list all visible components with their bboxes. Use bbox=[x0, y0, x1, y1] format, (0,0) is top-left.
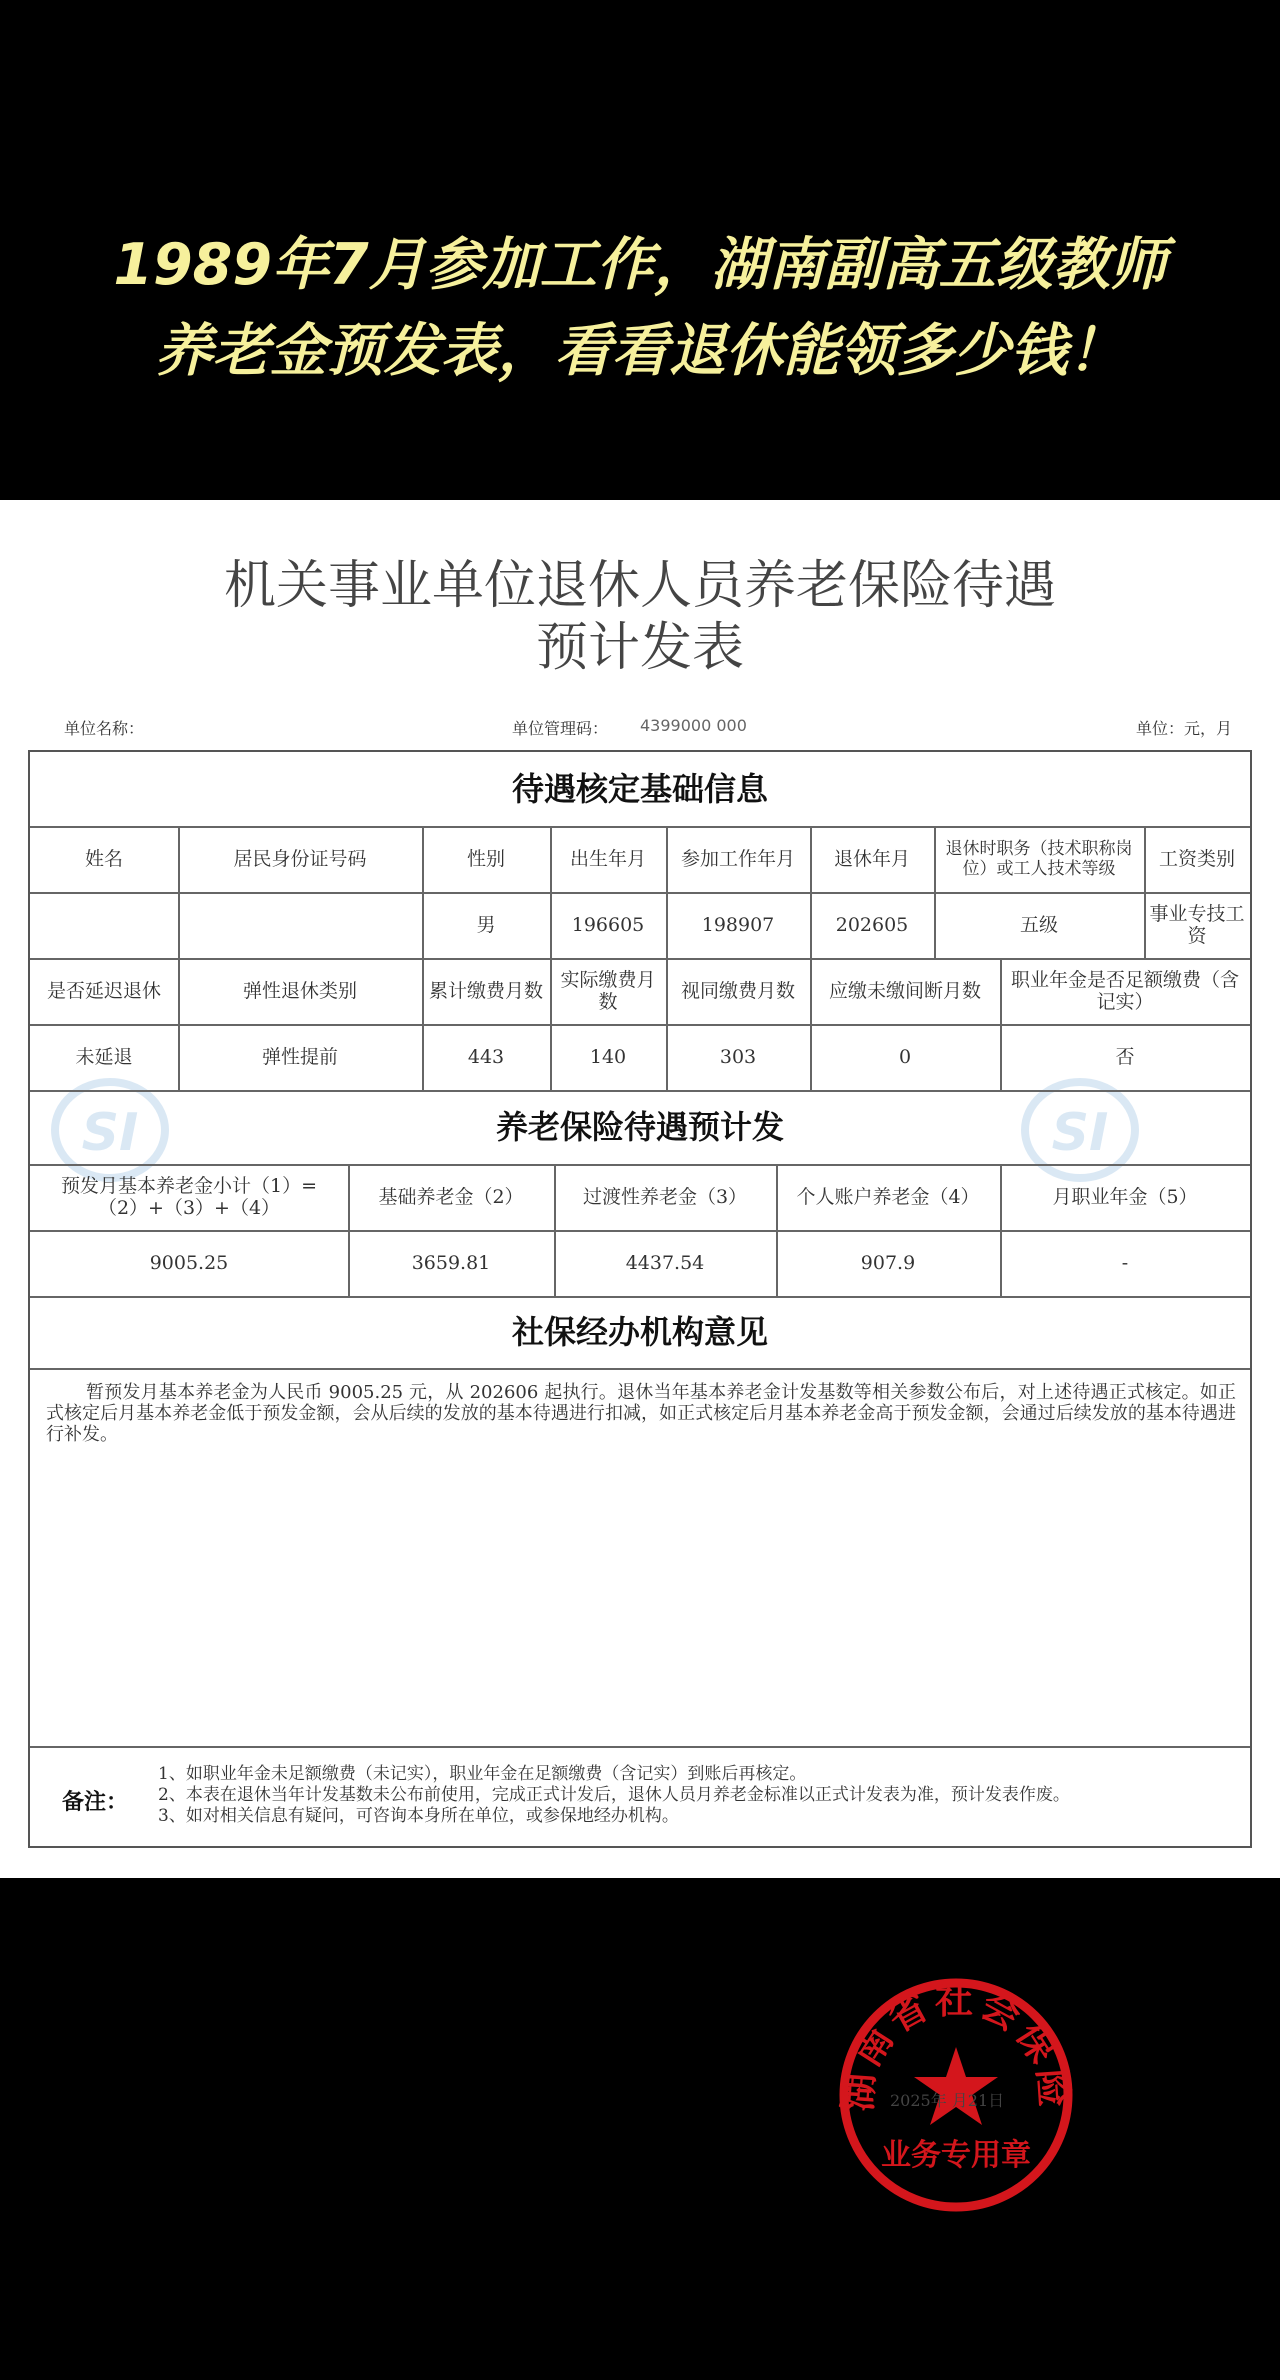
unit-code-value: 4399000 000 bbox=[640, 716, 747, 735]
value-work-start: 198907 bbox=[701, 914, 775, 936]
note-item: 1、如职业年金未足额缴费（未记实），职业年金在足额缴费（含记实）到账后再核定。 bbox=[158, 1764, 807, 1784]
header-retire-date: 退休年月 bbox=[833, 848, 910, 870]
header-name: 姓名 bbox=[84, 848, 123, 870]
value-monthly-annuity: - bbox=[1121, 1252, 1129, 1274]
currency-unit-label: 单位：元，月 bbox=[1136, 719, 1233, 738]
header-unpaid-months: 应缴未缴间断月数 bbox=[828, 980, 981, 1002]
value-name bbox=[30, 892, 178, 958]
document-title-line-2: 预计发表 bbox=[535, 618, 744, 678]
header-gender: 性别 bbox=[466, 848, 505, 870]
header-work-start: 参加工作年月 bbox=[680, 848, 795, 870]
value-delayed-retirement: 未延退 bbox=[75, 1046, 133, 1068]
value-salary-type: 事业专技工资 bbox=[1149, 903, 1245, 947]
header-actual-months: 实际缴费月数 bbox=[560, 969, 656, 1013]
value-monthly-pension-subtotal: 9005.25 bbox=[149, 1252, 229, 1274]
unit-code-label: 单位管理码： bbox=[512, 719, 609, 738]
section-pension-estimate-title: 养老保险待遇预计发 bbox=[495, 1108, 784, 1146]
form-table bbox=[28, 750, 1252, 1848]
value-birth-date: 196605 bbox=[571, 914, 645, 936]
document-paper bbox=[0, 500, 1280, 2173]
header-total-months: 累计缴费月数 bbox=[428, 980, 543, 1002]
value-transitional-pension: 4437.54 bbox=[625, 1252, 705, 1274]
value-gender: 男 bbox=[476, 914, 496, 936]
document-title bbox=[0, 555, 1280, 679]
value-retire-position: 五级 bbox=[1019, 914, 1058, 936]
header-deemed-months: 视同缴费月数 bbox=[680, 980, 795, 1002]
header-birth-date: 出生年月 bbox=[569, 848, 646, 870]
header-personal-account-pension: 个人账户养老金（4） bbox=[796, 1186, 980, 1208]
value-retire-date: 202605 bbox=[835, 914, 909, 936]
header-flexible-type: 弹性退休类别 bbox=[242, 980, 357, 1002]
note-item: 2、本表在退休当年计发基数未公布前使用，完成正式计发后，退休人员月养老金标准以正式计发表为准，预计发表作废。 bbox=[158, 1785, 1070, 1805]
agency-opinion-text: 暂预发月基本养老金为人民币 9005.25 元，从 202606 起执行。退休当年基本养老金计发基数等相关参数公布后，对上述待遇正式核定。如正式核定后月基本养老金低于预发金额，会从后续的发放的基本待遇进行扣减，如正式核定后月基本养老金高于预发金额，会通过后续发放的基本待遇进行补发。 bbox=[46, 1382, 1236, 1445]
value-unpaid-months: 0 bbox=[898, 1046, 912, 1068]
note-item: 3、如对相关信息有疑问，可咨询本身所在单位，或参保地经办机构。 bbox=[158, 1806, 679, 1826]
header-retire-position: 退休时职务（技术职称岗位）或工人技术等级 bbox=[945, 839, 1133, 879]
headline-line-1: 1989年7月参加工作，湖南副高五级教师 bbox=[113, 232, 1167, 298]
notes-label: 备注： bbox=[62, 1790, 129, 1815]
value-deemed-months: 303 bbox=[719, 1046, 757, 1068]
value-flexible-type: 弹性提前 bbox=[261, 1046, 338, 1068]
document-title-line-1: 机关事业单位退休人员养老保险待遇 bbox=[223, 556, 1056, 616]
svg-text:业务专用章: 业务专用章 bbox=[881, 2138, 1031, 2173]
header-monthly-annuity: 月职业年金（5） bbox=[1052, 1186, 1198, 1208]
value-personal-account-pension: 907.9 bbox=[860, 1252, 916, 1274]
header-basic-pension: 基础养老金（2） bbox=[378, 1186, 524, 1208]
svg-text:湖南省社会保险: 湖南省社会保险 bbox=[836, 1977, 1076, 2113]
seal-date: 2025年 月21日 bbox=[890, 2091, 1005, 2110]
header-delayed-retirement: 是否延迟退休 bbox=[46, 980, 161, 1002]
svg-text:SI: SI bbox=[81, 1103, 139, 1163]
header-salary-type: 工资类别 bbox=[1158, 848, 1235, 870]
header-annuity-paid: 职业年金是否足额缴费（含记实） bbox=[1010, 969, 1239, 1013]
headline-line-2: 养老金预发表，看看退休能领多少钱！ bbox=[155, 318, 1125, 384]
header-id-number: 居民身份证号码 bbox=[233, 848, 367, 870]
svg-text:SI: SI bbox=[1051, 1103, 1109, 1163]
headline bbox=[0, 222, 1280, 394]
value-annuity-paid: 否 bbox=[1115, 1046, 1135, 1068]
value-basic-pension: 3659.81 bbox=[411, 1252, 491, 1274]
section-agency-opinion-title: 社保经办机构意见 bbox=[511, 1313, 768, 1351]
value-id-number bbox=[178, 892, 422, 958]
notes-list bbox=[158, 1764, 1238, 1827]
value-actual-months: 140 bbox=[589, 1046, 627, 1068]
value-total-months: 443 bbox=[467, 1046, 505, 1068]
unit-name-label: 单位名称： bbox=[64, 719, 145, 738]
section-basic-info-title: 待遇核定基础信息 bbox=[511, 770, 768, 808]
header-transitional-pension: 过渡性养老金（3） bbox=[582, 1186, 748, 1208]
header-monthly-pension-subtotal: 预发月基本养老金小计（1）=（2）+（3）+（4） bbox=[60, 1175, 317, 1219]
